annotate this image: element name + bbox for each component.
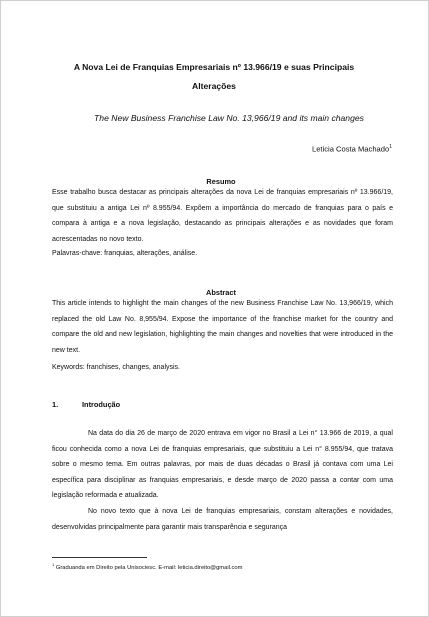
section-heading [52,400,120,409]
intro-paragraph-2: No novo texto que à nova Lei de franquias empresariais, constam alterações e novidades, desenvolvidas principalmente para garantir mais transparência e segurança [52,508,393,531]
author-footnote-ref[interactable]: 1 [389,144,392,150]
english-title: The New Business Franchise Law No. 13,966/19 and its main changes [94,113,364,123]
section-title: Introdução [82,400,121,409]
intro-paragraph-1: Na data do dia 26 de março de 2020 entrava em vigor no Brasil a Lei n° 13.966 de 2019, a qual ficou conhecida como a nova Lei de franquias empresariais, que substituiu a Lei n° 8.955/94, que tratava sobre o mesmo tema. Em outras palavras, por mais de duas décadas o Brasil já contava com uma Lei específica para disciplinar as franquias empresariais, e desde março de 2020 passa a contar com uma legislação reformada e atualizada. [52,430,393,500]
abstract-keywords: Keywords: franchises, changes, analysis. [52,364,181,371]
footnote-marker: 1 [52,562,55,567]
resumo-keywords: Palavras-chave: franquias, alterações, análise. [52,250,198,257]
author-line [312,144,392,154]
abstract-text: This article intends to highlight the main changes of the new Business Franchise Law No. 13,966/19, which replaced the old Law No. 8,955/94. Expose the importance of the franchise market for the country and compare the old and new legislation, highlighting the main changes and novelties that were introduced in the new text. [52,300,393,354]
paper-title: A Nova Lei de Franquias Empresariais nº 13.966/19 e suas Principais Alterações [73,62,355,91]
abstract-heading: Abstract [206,288,236,297]
section-number: 1. [52,400,59,409]
footnote-divider [52,557,147,558]
footnote-text: Graduanda em Direito pela Unisociesc. E-mail: leticia.direito@gmail.com [55,564,243,571]
resumo-text: Esse trabalho busca destacar as principais alterações da nova Lei de franquias empresariais nº 13.966/19, que substituiu a antiga Lei nº 8.955/94. Expõem a importância do mercado de franquias para o país e compara à antiga e a nova legislação, destacando as principais alterações e as novidades que foram acrescentadas no novo texto. [52,189,393,243]
resumo-heading: Resumo [206,177,236,186]
author-name: Leticia Costa Machado [311,144,390,154]
footnote [52,562,243,571]
